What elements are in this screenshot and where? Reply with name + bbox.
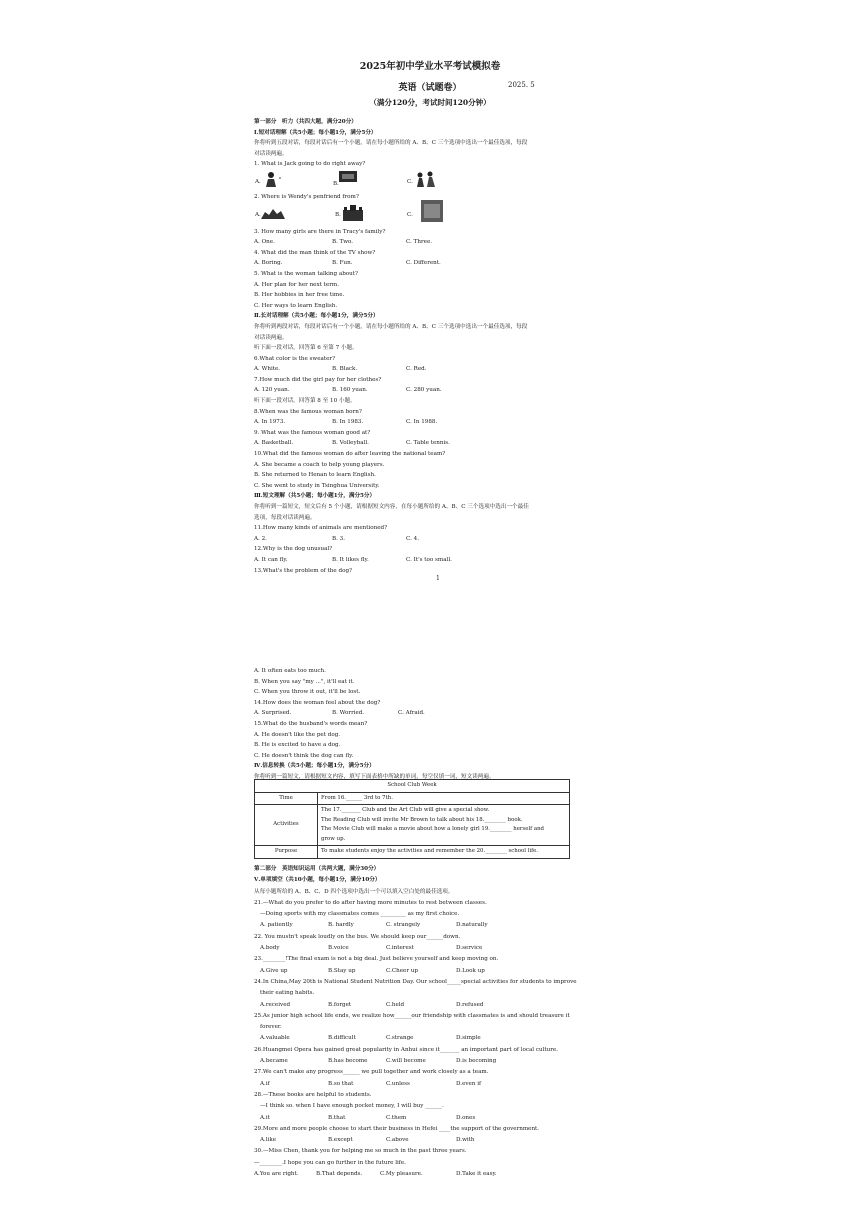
option-d: D.naturally [456, 922, 488, 929]
option-a: A. It often eats too much. [254, 668, 326, 674]
option-b: B. Her hobbies in her free time. [254, 292, 345, 299]
activity-line-3: The Movie Club will make a movie about how a lonely girl 19.________ herself and [321, 826, 544, 832]
option-a: A. She became a coach to help young players. [254, 461, 385, 468]
question-2-pictures [254, 203, 624, 227]
option-a-picture [255, 203, 284, 221]
option-b: B.so that [328, 1080, 354, 1087]
option-a: A.received [260, 1001, 291, 1008]
option-c: C.held [386, 1001, 405, 1008]
option-c: C. Her ways to learn English. [254, 302, 338, 309]
option-a: A. Her plan for her next term. [254, 281, 339, 288]
table-title-row [255, 780, 570, 793]
table-row [255, 792, 570, 805]
option-b: B. She returned to Henan to learn English. [254, 472, 376, 479]
option-b-picture [335, 203, 366, 221]
question-23: 23.________!The final exam is not a big deal. Just believe yourself and keep moving on. [254, 956, 499, 963]
option-b: B. Black. [332, 366, 358, 373]
option-b-label: B. [335, 211, 341, 218]
question-30: 30.—Miss Chen, thank you for helping me so much in the past three years. [254, 1148, 467, 1155]
option-a: A. Surprised. [254, 710, 292, 717]
question-11-options [254, 534, 624, 545]
question-22-options [254, 943, 624, 954]
section5-heading: Ⅴ.单项填空（共10小题，每小题1分，满分10分） [254, 877, 381, 884]
people-playing-icon [412, 170, 440, 188]
option-a: A.became [260, 1058, 288, 1065]
option-c: C.strange [386, 1035, 414, 1042]
section3-instruction: 你将听到一篇短文，短文后有 5 个小题，请根据短文内容，在每小题所给的 A、B、C 三个选项中选出一个最佳 [254, 504, 529, 510]
question-25: 25.As junior high school life ends, we realize how______our friendship with classmates is and should treasure it [254, 1012, 570, 1019]
option-b: B. hardly [328, 922, 354, 929]
question-4-options [254, 258, 624, 269]
section1-instruction-cont: 对话读两遍。 [254, 150, 288, 157]
option-c-picture [407, 203, 440, 221]
part2-heading: 第二部分 英语知识运用（共两大题，满分30分） [254, 866, 380, 872]
option-b-picture [333, 170, 358, 188]
section2-instruction-cont: 对话读两遍。 [254, 334, 288, 341]
option-c: C. 4. [406, 535, 419, 542]
question-14-options [254, 708, 624, 719]
question-4: 4. What did the man think of the TV show? [254, 249, 376, 256]
castle-icon [340, 203, 366, 223]
question-8: 8.When was the famous woman born? [254, 408, 362, 415]
option-d: D.even if [456, 1080, 482, 1087]
option-d: D.Take it easy. [456, 1171, 497, 1178]
option-a: A.You are right. [254, 1171, 299, 1178]
option-a: A.Give up [260, 967, 288, 974]
option-a: A. In 1973. [254, 419, 286, 426]
option-b: B.voice [328, 945, 349, 952]
option-a: A. Basketball. [254, 440, 294, 447]
option-c: C.unless [386, 1080, 410, 1087]
school-club-week-table [254, 779, 570, 859]
question-27-options [254, 1079, 624, 1090]
option-c: C.will become [386, 1058, 426, 1065]
option-d: D.is becoming [456, 1058, 497, 1065]
question-1: 1. What is Jack going to do right away? [254, 161, 366, 168]
row-value-activities [318, 805, 570, 846]
option-a: A. Boring. [254, 260, 283, 267]
option-c-label: C. [407, 211, 413, 218]
option-a: A.like [260, 1137, 277, 1144]
option-b: B.That depends. [316, 1171, 363, 1178]
option-c: C. Three. [406, 239, 433, 246]
option-c: C. When you throw it out, it'll be lost. [254, 689, 361, 696]
option-b: B.except [328, 1137, 353, 1144]
option-b: B. 3. [332, 535, 346, 542]
subject-label: 英语（试题卷） [398, 83, 462, 93]
table-row [255, 846, 570, 859]
option-c: C. strangely [386, 922, 421, 929]
option-c: C.them [386, 1114, 407, 1121]
option-c-label: C. [407, 179, 413, 186]
listening-part [254, 117, 624, 576]
scenery-photo-icon [420, 199, 444, 223]
listening-part-continued [254, 666, 624, 783]
question-23-options [254, 966, 624, 977]
computer-screen-icon [338, 170, 358, 184]
option-b: B. Two. [332, 239, 354, 246]
section3-instruction-cont: 选项，每段对话读两遍。 [254, 514, 316, 521]
option-c: C. Afraid. [398, 710, 425, 717]
option-b-label: B. [333, 181, 339, 188]
option-b: B. Worried. [332, 710, 365, 717]
question-30-reply: —________.I hope you can go further in the future life. [254, 1159, 406, 1166]
section5-instruction: 从每小题所给的 A、B、C、D 四个选项中选出一个可以填入空白处的最佳选项。 [254, 888, 454, 895]
question-29: 29.More and more people choose to start their business in Hefei ____the support of the government. [254, 1125, 540, 1132]
option-b: B.Stay up [328, 967, 356, 974]
option-d: D.service [456, 945, 483, 952]
question-8-options [254, 417, 624, 428]
option-b: B.difficult [328, 1035, 356, 1042]
option-d: D.refused [456, 1001, 484, 1008]
section2-instruction: 你将听到两段对话，每段对话后有一个小题，请在每小题所给的 A、B、C 三个选项中选出一个最佳选项，每段 [254, 323, 528, 330]
row-value-purpose: To make students enjoy the activities and remember the 20.________ school life. [318, 846, 570, 859]
question-27: 27.We can't make any progress______ we pull together and work closely as a team. [254, 1069, 489, 1076]
question-15: 15.What do the husband's words mean? [254, 720, 368, 727]
option-b: B. It likes fly. [332, 556, 369, 563]
question-21: 21.—What do you prefer to do after having more minutes to rest between classes. [254, 899, 487, 906]
question-25-options [254, 1033, 624, 1044]
option-a: A. 120 yuan. [254, 387, 290, 394]
option-b: B. When you say "my ...", it'll eat it. [254, 678, 355, 685]
question-5: 5. What is the woman talking about? [254, 270, 359, 277]
question-24-cont: their eating habits. [260, 990, 315, 997]
question-26: 26.Huangmei Opera has gained great popularity in Anhui since it_______ an important part of local culture. [254, 1046, 558, 1053]
option-a-label: A. [255, 211, 261, 218]
page-number: 1 [436, 575, 440, 582]
question-3-options [254, 237, 624, 248]
option-b: B. 160 yuan. [332, 387, 368, 394]
option-c: C. She went to study in Tsinghua University. [254, 482, 380, 489]
option-c: C. He doesn't think the dog can fly. [254, 752, 354, 759]
option-d: D.ones [456, 1114, 476, 1121]
option-a: A. 2. [254, 535, 267, 542]
question-13: 13.What's the problem of the dog? [254, 567, 353, 574]
option-b: B.has become [328, 1058, 368, 1065]
option-d: D.Look up [456, 967, 485, 974]
table-title: School Club Week [255, 780, 570, 793]
option-a-picture [255, 170, 280, 188]
question-24-options [254, 1000, 624, 1011]
exam-subject [0, 80, 860, 93]
question-7-options [254, 385, 624, 396]
option-c: C. It's too small. [406, 556, 452, 563]
activity-line-1: The 17._______ Club and the Art Club will give a special show. [321, 807, 490, 813]
option-b: B. Fun. [332, 260, 353, 267]
question-10: 10.What did the famous woman do after leaving the national team? [254, 451, 446, 458]
table-row [255, 805, 570, 846]
option-c: C. Table tennis. [406, 440, 450, 447]
option-c: C.Cheer up [386, 967, 418, 974]
question-24: 24.In China,May 20th is National Student Nutrition Day. Our school_____special activities for students to improve [254, 978, 577, 985]
option-d: D.with [456, 1137, 475, 1144]
question-21-reply: —Doing sports with my classmates comes _________ as my first choice. [260, 911, 460, 918]
question-6-options [254, 364, 624, 375]
option-a: A. It can fly. [254, 556, 288, 563]
option-a: A. One. [254, 239, 275, 246]
option-c: C. In 1988. [406, 419, 438, 426]
option-c: C.My pleasure. [380, 1171, 423, 1178]
activity-line-2: The Reading Club will invite Mr Brown to talk about his 18.________ book. [321, 816, 523, 823]
option-a: A. White. [254, 366, 281, 373]
question-11: 11.How many kinds of animals are mentioned? [254, 525, 388, 532]
row-label-time: Time [255, 792, 318, 805]
question-3: 3. How many girls are there in Tracy's family? [254, 228, 386, 235]
question-21-options [254, 920, 624, 931]
dialogue-2-note: 听下面一段对话，回答第 8 至 10 小题。 [254, 398, 356, 405]
option-c-picture [407, 170, 440, 188]
option-a: A.valuable [260, 1035, 290, 1042]
question-2: 2. Where is Wendy's penfriend from? [254, 193, 359, 200]
exam-date: 2025. 5 [508, 81, 535, 89]
section2-heading: Ⅱ.长对话理解（共5小题；每小题1分，满分5分） [254, 313, 379, 320]
option-a: A. He doesn't like the pet dog. [254, 731, 341, 738]
question-9-options [254, 438, 624, 449]
dialogue-1-note: 听下面一段对话，回答第 6 至第 7 小题。 [254, 345, 358, 352]
question-28-reply: —I think so. when I have enough pocket money, I will buy ______. [260, 1103, 444, 1110]
option-a: A.if [260, 1080, 270, 1087]
landmark-icon [260, 203, 286, 221]
exam-title: 2025年初中学业水平考试模拟卷 [359, 61, 501, 72]
option-b: B. Volleyball. [332, 440, 369, 447]
option-c: C. Red. [406, 366, 427, 373]
question-22: 22. You mustn't speak loudly on the bus. We should keep our______down. [254, 933, 461, 940]
activity-line-4: grow up. [321, 835, 346, 842]
option-b: B. In 1983. [332, 419, 364, 426]
question-12: 12.Why is the dog unusual? [254, 546, 333, 553]
language-use-part [254, 864, 624, 1180]
question-14: 14.How does the woman feel about the dog? [254, 699, 381, 706]
part1-heading: 第一部分 听力（共四大题，满分20分） [254, 119, 357, 125]
question-28-options [254, 1113, 624, 1124]
question-6: 6.What color is the sweater? [254, 355, 336, 362]
question-29-options [254, 1135, 624, 1146]
question-26-options [254, 1056, 624, 1067]
option-a: A. patiently [260, 922, 293, 929]
question-9: 9. What was the famous woman good at? [254, 429, 371, 436]
section3-heading: Ⅲ.短文理解（共5小题；每小题1分，满分5分） [254, 493, 376, 500]
question-1-pictures [254, 170, 624, 192]
option-b: B.forget [328, 1001, 352, 1008]
question-25-cont: forever. [260, 1024, 282, 1031]
exam-info: （满分120分，考试时间120分钟） [369, 98, 491, 107]
option-b: B. He is excited to have a dog. [254, 742, 341, 749]
option-a: A.body [260, 945, 280, 952]
question-28: 28.—These books are helpful to students. [254, 1091, 372, 1098]
section4-heading: Ⅳ.信息转换（共5小题；每小题1分，满分5分） [254, 763, 375, 770]
option-d: D.simple [456, 1035, 481, 1042]
row-label-activities: Activities [255, 805, 318, 846]
row-label-purpose: Purpose [255, 846, 318, 859]
option-c: C. 280 yuan. [406, 387, 442, 394]
option-c: C. Different. [406, 260, 441, 267]
question-12-options [254, 555, 624, 566]
question-30-options [254, 1169, 624, 1180]
option-c: C.above [386, 1137, 409, 1144]
option-a-label: A. [255, 179, 261, 186]
person-cooking-icon [260, 170, 282, 188]
section1-instruction: 你将听到五段对话，每段对话后有一个小题，请在每小题所给的 A、B、C 三个选项中选出一个最佳选项，每段 [254, 140, 528, 147]
row-value-time: From 16.______ 3rd to 7th. [318, 792, 570, 805]
question-7: 7.How much did the girl pay for her clothes? [254, 376, 382, 383]
option-a: A.it [260, 1114, 270, 1121]
section1-heading: Ⅰ.短对话理解（共5小题；每小题1分，满分5分） [254, 129, 377, 136]
option-b: B.that [328, 1114, 346, 1121]
option-c: C.interest [386, 945, 414, 952]
section4-instruction: 你将听到一篇短文，请根据短文内容，填写下面表格中所缺的单词，每空仅填一词，短文读两遍。 [254, 773, 495, 780]
